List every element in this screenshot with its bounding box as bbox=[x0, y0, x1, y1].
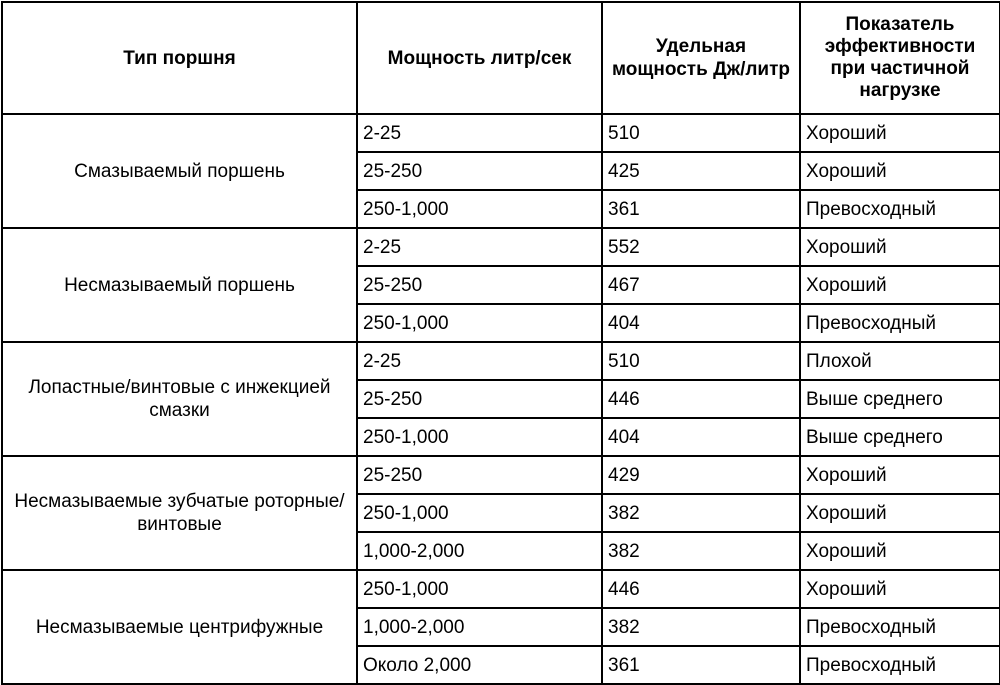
capacity-cell: 25-250 bbox=[357, 266, 602, 304]
specific-power-cell: 446 bbox=[602, 380, 800, 418]
efficiency-cell: Хороший bbox=[800, 532, 1000, 570]
header-specific-power: Удельная мощность Дж/литр bbox=[602, 2, 800, 114]
group-name-cell: Несмазываемые зубчатые роторные/винтовые bbox=[2, 456, 357, 570]
efficiency-cell: Хороший bbox=[800, 228, 1000, 266]
capacity-cell: 1,000-2,000 bbox=[357, 532, 602, 570]
specific-power-cell: 467 bbox=[602, 266, 800, 304]
specific-power-cell: 510 bbox=[602, 114, 800, 152]
capacity-cell: 2-25 bbox=[357, 114, 602, 152]
group-name-cell: Несмазываемые центрифужные bbox=[2, 570, 357, 684]
capacity-cell: 250-1,000 bbox=[357, 190, 602, 228]
header-piston-type: Тип поршня bbox=[2, 2, 357, 114]
efficiency-cell: Хороший bbox=[800, 570, 1000, 608]
specific-power-cell: 382 bbox=[602, 532, 800, 570]
efficiency-cell: Превосходный bbox=[800, 646, 1000, 684]
efficiency-cell: Плохой bbox=[800, 342, 1000, 380]
efficiency-cell: Превосходный bbox=[800, 190, 1000, 228]
efficiency-cell: Хороший bbox=[800, 114, 1000, 152]
group-name-cell: Смазываемый поршень bbox=[2, 114, 357, 228]
efficiency-cell: Хороший bbox=[800, 456, 1000, 494]
capacity-cell: Около 2,000 bbox=[357, 646, 602, 684]
efficiency-cell: Выше среднего bbox=[800, 418, 1000, 456]
capacity-cell: 2-25 bbox=[357, 228, 602, 266]
table-row bbox=[2, 456, 1000, 494]
specific-power-cell: 361 bbox=[602, 190, 800, 228]
specific-power-cell: 404 bbox=[602, 304, 800, 342]
efficiency-cell: Хороший bbox=[800, 494, 1000, 532]
specific-power-cell: 510 bbox=[602, 342, 800, 380]
efficiency-cell: Выше среднего bbox=[800, 380, 1000, 418]
capacity-cell: 25-250 bbox=[357, 456, 602, 494]
table-body bbox=[2, 114, 1000, 684]
capacity-cell: 250-1,000 bbox=[357, 570, 602, 608]
header-part-load-efficiency: Показатель эффективности при частичной нагрузке bbox=[800, 2, 1000, 114]
capacity-cell: 2-25 bbox=[357, 342, 602, 380]
specific-power-cell: 404 bbox=[602, 418, 800, 456]
specific-power-cell: 429 bbox=[602, 456, 800, 494]
capacity-cell: 250-1,000 bbox=[357, 304, 602, 342]
capacity-cell: 1,000-2,000 bbox=[357, 608, 602, 646]
specific-power-cell: 382 bbox=[602, 494, 800, 532]
header-capacity: Мощность литр/сек bbox=[357, 2, 602, 114]
efficiency-cell: Хороший bbox=[800, 266, 1000, 304]
capacity-cell: 25-250 bbox=[357, 380, 602, 418]
table-row bbox=[2, 342, 1000, 380]
compressor-comparison-table bbox=[1, 1, 1000, 685]
group-name-cell: Лопастные/винтовые с инжекцией смазки bbox=[2, 342, 357, 456]
capacity-cell: 25-250 bbox=[357, 152, 602, 190]
specific-power-cell: 552 bbox=[602, 228, 800, 266]
efficiency-cell: Хороший bbox=[800, 152, 1000, 190]
specific-power-cell: 361 bbox=[602, 646, 800, 684]
specific-power-cell: 425 bbox=[602, 152, 800, 190]
table-row bbox=[2, 114, 1000, 152]
specific-power-cell: 382 bbox=[602, 608, 800, 646]
group-name-cell: Несмазываемый поршень bbox=[2, 228, 357, 342]
capacity-cell: 250-1,000 bbox=[357, 494, 602, 532]
efficiency-cell: Превосходный bbox=[800, 304, 1000, 342]
specific-power-cell: 446 bbox=[602, 570, 800, 608]
table-header bbox=[2, 2, 1000, 114]
efficiency-cell: Превосходный bbox=[800, 608, 1000, 646]
capacity-cell: 250-1,000 bbox=[357, 418, 602, 456]
header-row bbox=[2, 2, 1000, 114]
table-row bbox=[2, 228, 1000, 266]
table-row bbox=[2, 570, 1000, 608]
